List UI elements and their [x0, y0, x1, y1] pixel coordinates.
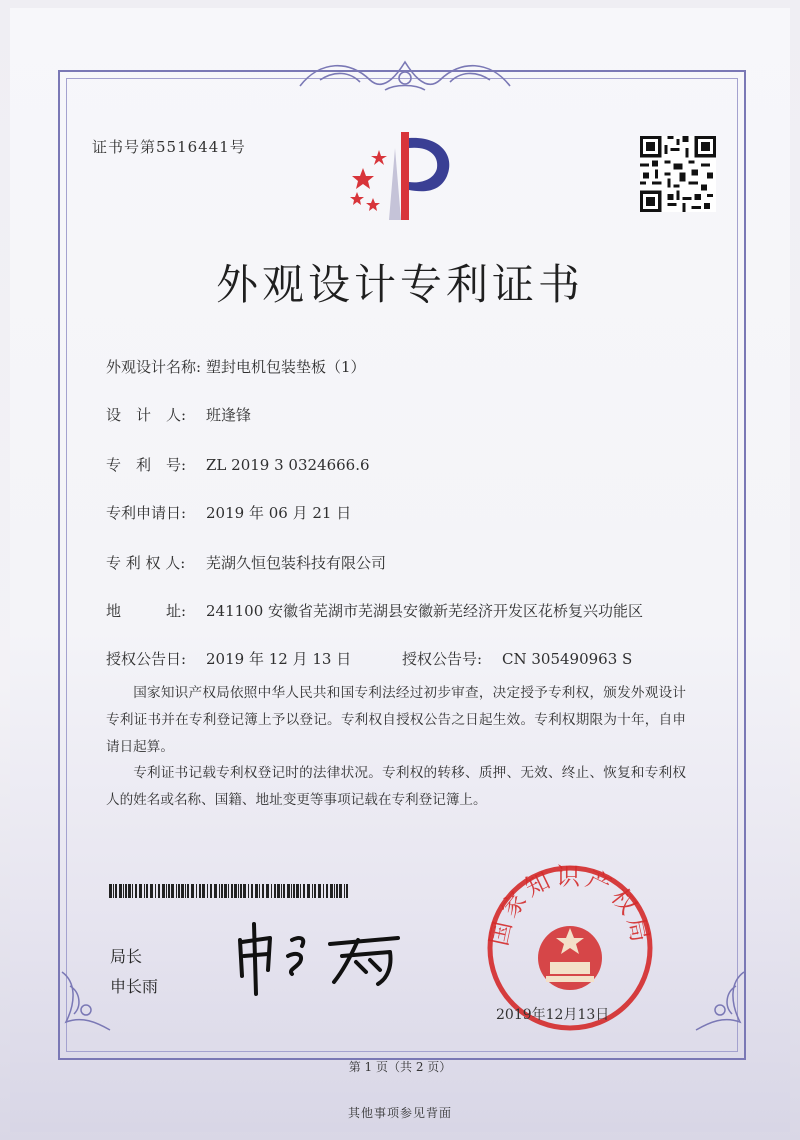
footer-note: 其他事项参见背面	[347, 1106, 452, 1120]
barcode-icon	[109, 884, 349, 898]
field-value: 2019 年 12 月 13 日	[206, 650, 352, 668]
field-patent-number	[106, 454, 370, 475]
field-value: 塑封电机包装垫板（1）	[206, 358, 366, 376]
seal-text: 国家知识产权局	[484, 862, 656, 949]
field-label: 地 址:	[106, 602, 187, 620]
field-label: 授权公告号:	[402, 650, 483, 668]
field-designer	[106, 404, 251, 425]
field-grant-date	[106, 648, 351, 669]
field-value: CN 305490963 S	[502, 650, 633, 668]
top-ornament-icon	[290, 50, 520, 98]
qr-code-icon	[640, 136, 716, 212]
field-patentee	[106, 552, 386, 573]
field-address-value: 241100 安徽省芜湖市芜湖县安徽新芜经济开发区花桥复兴功能区	[206, 602, 644, 620]
field-value: ZL 2019 3 0324666.6	[206, 456, 370, 474]
field-value: 班逢锋	[206, 406, 252, 424]
field-design-name	[106, 356, 366, 377]
certificate-title: 外观设计专利证书	[215, 260, 584, 309]
field-grant-number	[402, 648, 632, 669]
field-label: 设 计 人:	[106, 406, 187, 424]
corner-ornament-icon	[678, 962, 750, 1034]
seal-date: 2019年12月13日	[496, 1007, 610, 1023]
page-number: 第 1 页（共 2 页）	[348, 1060, 452, 1074]
field-label: 授权公告日:	[106, 650, 187, 668]
certificate-number: 证书号第5516441号	[92, 138, 246, 156]
field-label: 专利申请日:	[106, 504, 187, 522]
director-title: 局长	[110, 947, 143, 966]
field-label: 专 利 权 人:	[106, 554, 186, 572]
legal-paragraph: 专利证书记载专利权登记时的法律状况。专利权的转移、质押、无效、终止、恢复和专利权人的姓名或名称、国籍、地址变更等事项记载在专利登记簿上。	[106, 765, 686, 808]
field-filing-date	[106, 502, 351, 523]
field-label: 专 利 号:	[106, 456, 187, 474]
field-label: 外观设计名称:	[106, 358, 202, 376]
director-signature-icon	[230, 918, 410, 998]
field-value: 2019 年 06 月 21 日	[206, 504, 352, 522]
director-name: 申长雨	[110, 977, 159, 996]
corner-ornament-icon	[56, 962, 128, 1034]
patent-office-emblem-icon	[343, 128, 463, 224]
field-address	[106, 600, 206, 621]
legal-paragraph: 国家知识产权局依照中华人民共和国专利法经过初步审查，决定授予专利权，颁发外观设计专利证书并在专利登记簿上予以登记。专利权自授权公告之日起生效。专利权期限为十年，自申请日起算。	[106, 685, 686, 755]
field-value: 芜湖久恒包装科技有限公司	[206, 554, 387, 572]
